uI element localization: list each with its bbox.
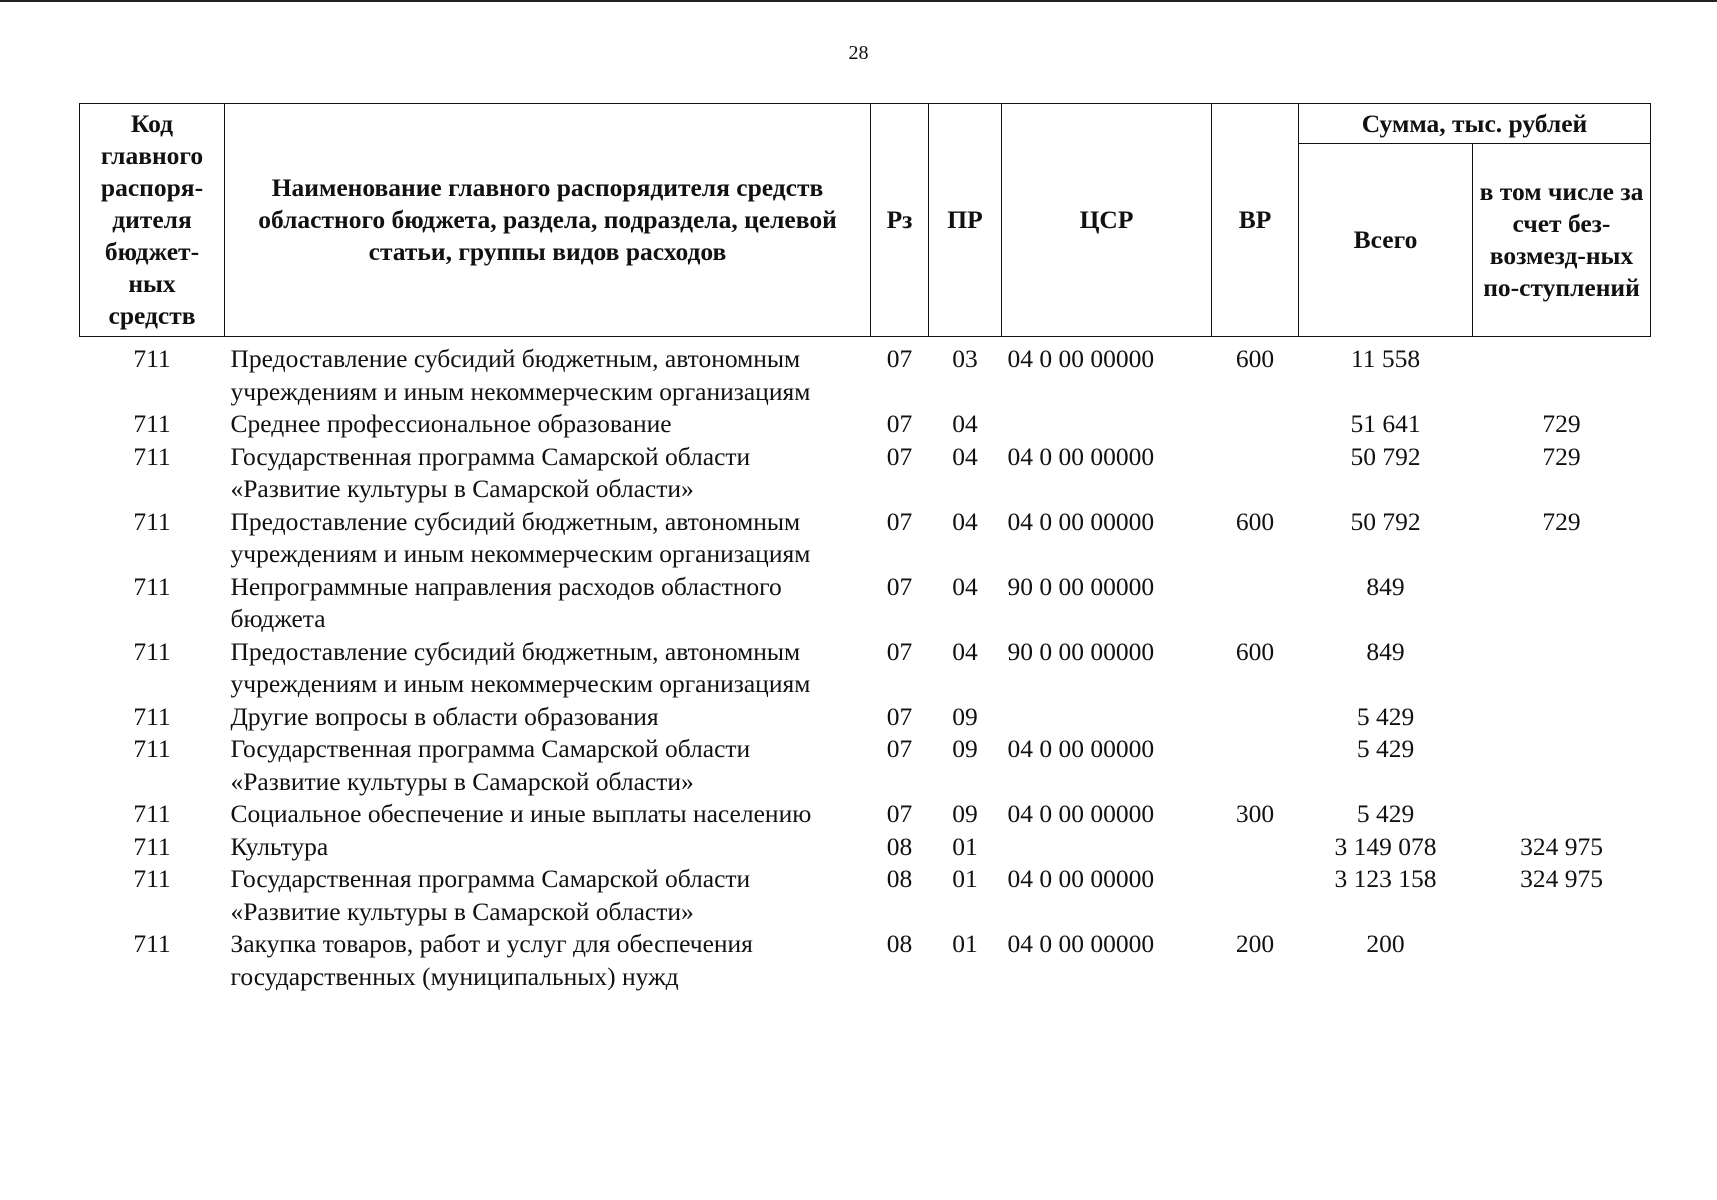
cell-gratuitous: 324 975 bbox=[1520, 831, 1603, 861]
cell-csr bbox=[1002, 408, 1212, 441]
cell-name: Предоставление субсидий бюджетным, автономным учреждениям и иным некоммерческим организациям bbox=[230, 636, 811, 698]
top-border-line bbox=[0, 0, 1717, 2]
table-body bbox=[80, 337, 1651, 994]
table-header bbox=[80, 104, 1651, 337]
table-row bbox=[80, 441, 1651, 506]
table-row bbox=[80, 733, 1651, 798]
header-csr: ЦСР bbox=[1002, 104, 1212, 337]
header-sum-group: Сумма, тыс. рублей bbox=[1299, 104, 1651, 144]
cell-pr: 04 bbox=[952, 636, 978, 666]
cell-name: Предоставление субсидий бюджетным, автономным учреждениям и иным некоммерческим организациям bbox=[230, 506, 811, 568]
cell-rz: 07 bbox=[886, 571, 913, 601]
cell-vr bbox=[1212, 863, 1299, 928]
cell-gratuitous bbox=[1473, 636, 1651, 701]
cell-rz: 08 bbox=[886, 831, 913, 861]
cell-pr: 01 bbox=[952, 929, 978, 958]
cell-vr: 600 bbox=[1235, 344, 1275, 373]
cell-csr bbox=[1002, 831, 1212, 864]
cell-rz: 07 bbox=[886, 734, 913, 763]
cell-code: 711 bbox=[133, 734, 171, 763]
cell-pr: 04 bbox=[952, 571, 978, 601]
cell-csr: 04 0 00 00000 bbox=[1007, 344, 1155, 373]
table-row bbox=[80, 798, 1651, 831]
table-row bbox=[80, 863, 1651, 928]
cell-total: 5 429 bbox=[1356, 734, 1415, 763]
cell-name: Государственная программа Самарской области «Развитие культуры в Самарской области» bbox=[230, 441, 751, 503]
cell-total: 849 bbox=[1366, 636, 1405, 666]
cell-vr: 600 bbox=[1235, 506, 1275, 536]
cell-name: Непрограммные направления расходов областного бюджета bbox=[230, 571, 782, 633]
header-total: Всего bbox=[1299, 144, 1473, 337]
cell-total: 50 792 bbox=[1350, 506, 1421, 536]
cell-rz: 07 bbox=[886, 344, 913, 373]
header-vr: ВР bbox=[1212, 104, 1299, 337]
cell-pr: 04 bbox=[952, 409, 978, 438]
cell-vr bbox=[1212, 831, 1299, 864]
cell-rz: 07 bbox=[886, 409, 913, 438]
table-row bbox=[80, 701, 1651, 734]
cell-gratuitous bbox=[1473, 928, 1651, 993]
cell-pr: 09 bbox=[952, 799, 978, 828]
cell-name: Государственная программа Самарской области «Развитие культуры в Самарской области» bbox=[230, 734, 751, 796]
cell-pr: 03 bbox=[952, 344, 978, 373]
cell-csr: 90 0 00 00000 bbox=[1007, 571, 1155, 601]
cell-name: Среднее профессиональное образование bbox=[230, 409, 672, 438]
cell-pr: 09 bbox=[952, 701, 978, 731]
cell-vr bbox=[1212, 571, 1299, 636]
cell-gratuitous: 729 bbox=[1542, 409, 1581, 438]
header-gratuitous: в том числе за счет без-возмезд-ных по-ступлений bbox=[1473, 144, 1651, 337]
cell-csr: 04 0 00 00000 bbox=[1007, 506, 1155, 536]
cell-csr: 04 0 00 00000 bbox=[1007, 441, 1155, 471]
cell-code: 711 bbox=[133, 831, 171, 861]
cell-gratuitous: 729 bbox=[1542, 506, 1581, 536]
cell-code: 711 bbox=[133, 506, 171, 536]
header-name: Наименование главного распорядителя средств областного бюджета, раздела, подраздела, целевой статьи, группы видов расходов bbox=[225, 104, 871, 337]
cell-vr: 300 bbox=[1235, 799, 1275, 828]
cell-csr: 04 0 00 00000 bbox=[1007, 799, 1155, 828]
cell-rz: 07 bbox=[886, 701, 913, 731]
cell-code: 711 bbox=[133, 929, 171, 958]
cell-rz: 07 bbox=[886, 441, 913, 471]
cell-rz: 08 bbox=[886, 929, 913, 958]
cell-total: 51 641 bbox=[1350, 409, 1421, 438]
cell-vr bbox=[1212, 733, 1299, 798]
cell-code: 711 bbox=[133, 636, 171, 666]
cell-gratuitous bbox=[1473, 733, 1651, 798]
cell-gratuitous bbox=[1473, 701, 1651, 734]
header-rz: Рз bbox=[871, 104, 929, 337]
cell-pr: 04 bbox=[952, 441, 978, 471]
table-row bbox=[80, 571, 1651, 636]
cell-code: 711 bbox=[133, 409, 171, 438]
cell-name: Культура bbox=[230, 831, 329, 861]
cell-gratuitous bbox=[1473, 798, 1651, 831]
table-row bbox=[80, 408, 1651, 441]
table-row bbox=[80, 636, 1651, 701]
cell-total: 50 792 bbox=[1350, 441, 1421, 471]
cell-name: Предоставление субсидий бюджетным, автономным учреждениям и иным некоммерческим организациям bbox=[230, 344, 811, 406]
cell-vr bbox=[1212, 441, 1299, 506]
cell-rz: 07 bbox=[886, 636, 913, 666]
table-row bbox=[80, 928, 1651, 993]
cell-rz: 08 bbox=[886, 864, 913, 893]
cell-code: 711 bbox=[133, 571, 171, 601]
header-pr: ПР bbox=[929, 104, 1002, 337]
cell-name: Социальное обеспечение и иные выплаты населению bbox=[230, 799, 812, 828]
cell-rz: 07 bbox=[886, 799, 913, 828]
cell-gratuitous bbox=[1473, 337, 1651, 409]
cell-csr: 04 0 00 00000 bbox=[1007, 929, 1155, 958]
table-row bbox=[80, 506, 1651, 571]
cell-code: 711 bbox=[133, 701, 171, 731]
cell-rz: 07 bbox=[886, 506, 913, 536]
cell-vr: 600 bbox=[1235, 636, 1275, 666]
cell-gratuitous: 324 975 bbox=[1520, 864, 1603, 893]
page-number: 28 bbox=[848, 42, 869, 64]
cell-csr: 04 0 00 00000 bbox=[1007, 734, 1155, 763]
cell-csr bbox=[1002, 701, 1212, 734]
cell-code: 711 bbox=[133, 864, 171, 893]
cell-total: 3 149 078 bbox=[1334, 831, 1437, 861]
cell-total: 849 bbox=[1366, 571, 1405, 601]
cell-vr: 200 bbox=[1235, 929, 1275, 958]
cell-code: 711 bbox=[133, 441, 171, 471]
cell-vr bbox=[1212, 408, 1299, 441]
cell-pr: 01 bbox=[952, 831, 978, 861]
cell-name: Закупка товаров, работ и услуг для обеспечения государственных (муниципальных) нужд bbox=[230, 929, 753, 991]
cell-name: Другие вопросы в области образования bbox=[230, 701, 659, 731]
cell-total: 3 123 158 bbox=[1334, 864, 1437, 893]
cell-name: Государственная программа Самарской области «Развитие культуры в Самарской области» bbox=[230, 864, 751, 926]
cell-code: 711 bbox=[133, 344, 171, 373]
cell-code: 711 bbox=[133, 799, 171, 828]
cell-pr: 04 bbox=[952, 506, 978, 536]
cell-pr: 01 bbox=[952, 864, 978, 893]
table-row bbox=[80, 337, 1651, 409]
cell-vr bbox=[1212, 701, 1299, 734]
cell-gratuitous bbox=[1473, 571, 1651, 636]
cell-pr: 09 bbox=[952, 734, 978, 763]
cell-total: 11 558 bbox=[1350, 344, 1421, 373]
cell-total: 5 429 bbox=[1356, 799, 1415, 828]
budget-table bbox=[79, 103, 1651, 993]
cell-csr: 04 0 00 00000 bbox=[1007, 864, 1155, 893]
header-code: Код главного распоря-дителя бюджет-ных средств bbox=[80, 104, 225, 337]
cell-total: 200 bbox=[1366, 929, 1405, 958]
cell-total: 5 429 bbox=[1356, 701, 1415, 731]
cell-gratuitous: 729 bbox=[1542, 441, 1581, 471]
cell-csr: 90 0 00 00000 bbox=[1007, 636, 1155, 666]
table-row bbox=[80, 831, 1651, 864]
